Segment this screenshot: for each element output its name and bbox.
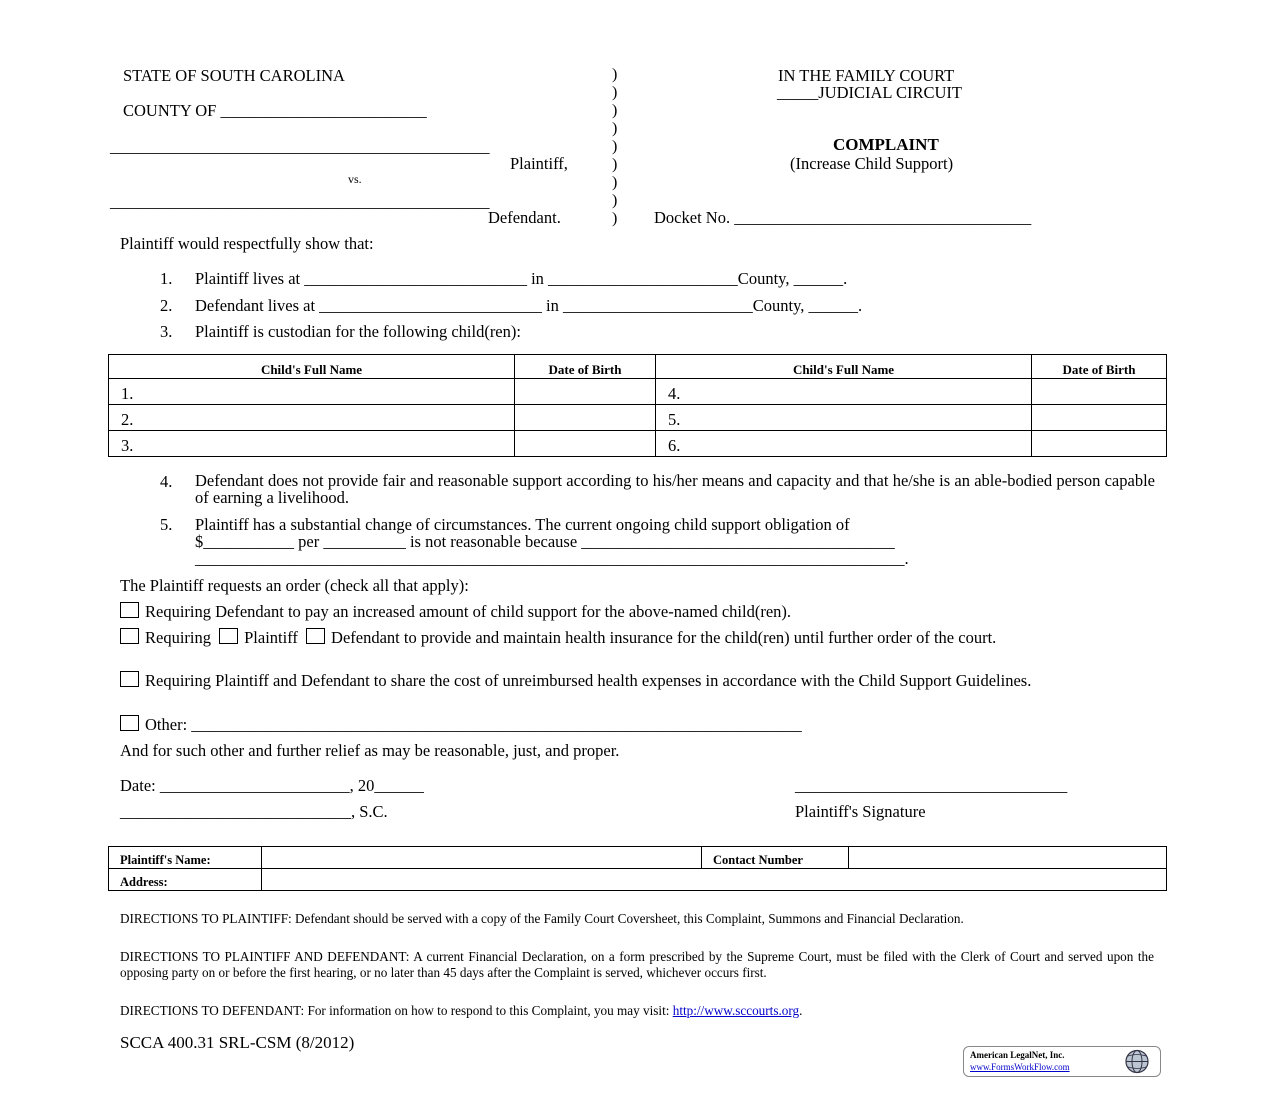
request-checkbox[interactable]: [120, 628, 139, 644]
directions-defendant: [120, 1003, 802, 1019]
court-heading: IN THE FAMILY COURT: [778, 66, 955, 85]
publisher-logo: [963, 1046, 1161, 1077]
child-name-cell[interactable]: 5.: [656, 405, 1032, 431]
column-header: Date of Birth: [1032, 355, 1167, 379]
paren: ): [612, 120, 618, 137]
request-label: Plaintiff: [244, 628, 298, 647]
support-item: Defendant does not provide fair and reasonable support according to his/her means and capacity and that he/she is an able-bodied person capable of earning a livelihood.: [195, 471, 1155, 507]
paren: ): [612, 66, 618, 83]
children-table: [108, 354, 1167, 457]
directions-text: DIRECTIONS TO DEFENDANT: For information on how to respond to this Complaint, you may visit:: [120, 1003, 670, 1018]
child-dob-cell[interactable]: [515, 405, 656, 431]
signature-label: Plaintiff's Signature: [795, 802, 926, 821]
circumstances-item: Plaintiff has a substantial change of circumstances. The current ongoing child support obligation of: [195, 515, 850, 534]
item-number: 3.: [160, 322, 173, 341]
document-title: COMPLAINT: [833, 135, 939, 154]
defendant-address-item[interactable]: Defendant lives at ___________________________ in _______________________County, ______.: [195, 296, 863, 315]
plaintiff-checkbox[interactable]: [219, 628, 238, 644]
item-number: 5.: [160, 515, 173, 534]
child-name-cell[interactable]: 6.: [656, 431, 1032, 457]
name-label: Plaintiff's Name:: [109, 847, 262, 869]
request-health-insurance: [120, 628, 1155, 647]
other-field[interactable]: Other: __________________________________________________________________________: [145, 715, 802, 734]
table-row: [109, 379, 1167, 405]
paren: ): [612, 84, 618, 101]
directions-plaintiff: DIRECTIONS TO PLAINTIFF: Defendant should be served with a copy of the Family Court Coversheet, this Complaint, Summons and Financial Declaration.: [120, 911, 964, 926]
paren: ): [612, 156, 618, 173]
child-dob-cell[interactable]: [515, 431, 656, 457]
closing-statement: And for such other and further relief as may be reasonable, just, and proper.: [120, 741, 620, 760]
plaintiff-name-input[interactable]: [262, 847, 702, 869]
table-row: [109, 869, 1167, 891]
table-row: [109, 847, 1167, 869]
custodian-item: Plaintiff is custodian for the following child(ren):: [195, 322, 521, 341]
paren: ): [612, 192, 618, 209]
plaintiff-info-table: [108, 846, 1167, 891]
child-dob-cell[interactable]: [1032, 405, 1167, 431]
defendant-name-line[interactable]: ______________________________________________: [110, 192, 490, 211]
item-number: 1.: [160, 269, 173, 288]
paren: ): [612, 174, 618, 191]
contact-number-input[interactable]: [849, 847, 1167, 869]
table-header-row: [109, 355, 1167, 379]
intro-text: Plaintiff would respectfully show that:: [120, 234, 374, 253]
plaintiff-name-line[interactable]: ______________________________________________: [110, 137, 490, 156]
defendant-label: Defendant.: [488, 208, 561, 227]
circuit-field[interactable]: _____JUDICIAL CIRCUIT: [777, 83, 963, 102]
sccourts-link[interactable]: http://www.sccourts.org: [672, 1003, 800, 1018]
plaintiff-label: Plaintiff,: [510, 154, 568, 173]
paren: ): [612, 102, 618, 119]
table-row: [109, 431, 1167, 457]
document-subtitle: (Increase Child Support): [790, 154, 954, 173]
table-row: [109, 405, 1167, 431]
column-header: Child's Full Name: [109, 355, 515, 379]
request-checkbox[interactable]: [120, 671, 139, 687]
child-name-cell[interactable]: 4.: [656, 379, 1032, 405]
request-label: Requiring Plaintiff and Defendant to share the cost of unreimbursed health expenses in accordance with the Child Support Guidelines.: [145, 671, 1032, 690]
versus-label: vs.: [348, 172, 362, 186]
request-label: Requiring: [145, 628, 211, 647]
defendant-checkbox[interactable]: [306, 628, 325, 644]
contact-label: Contact Number: [702, 847, 849, 869]
docket-number-field[interactable]: Docket No. ____________________________________: [654, 208, 1032, 227]
request-increase-support: [120, 602, 791, 622]
child-dob-cell[interactable]: [1032, 379, 1167, 405]
address-label: Address:: [109, 869, 262, 891]
obligation-field[interactable]: $___________ per __________ is not reasonable because ______________________________________: [195, 532, 895, 551]
directions-period: .: [799, 1003, 803, 1018]
request-other: [120, 715, 802, 735]
child-name-cell[interactable]: 2.: [109, 405, 515, 431]
county-field[interactable]: COUNTY OF _________________________: [123, 101, 427, 120]
request-checkbox[interactable]: [120, 602, 139, 618]
column-header: Date of Birth: [515, 355, 656, 379]
child-dob-cell[interactable]: [515, 379, 656, 405]
signature-line[interactable]: _________________________________: [795, 776, 1068, 795]
item-number: 4.: [160, 472, 173, 491]
globe-icon: [1122, 1048, 1152, 1075]
request-label: Requiring Defendant to pay an increased amount of child support for the above-named child(ren).: [145, 602, 792, 621]
request-label: Defendant to provide and maintain health insurance for the child(ren) until further order of the court.: [331, 628, 997, 647]
logo-url[interactable]: www.FormsWorkFlow.com: [970, 1062, 1070, 1072]
item-number: 2.: [160, 296, 173, 315]
directions-both: DIRECTIONS TO PLAINTIFF AND DEFENDANT: A current Financial Declaration, on a form prescribed by the Supreme Court, must be filed with the Clerk of Court and served upon the opposing party on or before the first hearing, or no later than 45 days after the Complaint is served, whichever occurs first.: [120, 949, 1154, 980]
form-id: SCCA 400.31 SRL-CSM (8/2012): [120, 1033, 355, 1052]
child-name-cell[interactable]: 1.: [109, 379, 515, 405]
address-input[interactable]: [262, 869, 1167, 891]
column-header: Child's Full Name: [656, 355, 1032, 379]
place-field[interactable]: ____________________________, S.C.: [120, 802, 388, 821]
reason-field[interactable]: ______________________________________________________________________________________.: [195, 549, 909, 568]
paren: ): [612, 138, 618, 155]
plaintiff-address-item[interactable]: Plaintiff lives at ___________________________ in _______________________County, ______.: [195, 269, 848, 288]
date-field[interactable]: Date: _______________________, 20______: [120, 776, 424, 795]
requests-intro: The Plaintiff requests an order (check all that apply):: [120, 576, 469, 595]
paren: ): [612, 210, 618, 227]
child-name-cell[interactable]: 3.: [109, 431, 515, 457]
request-checkbox[interactable]: [120, 715, 139, 731]
child-dob-cell[interactable]: [1032, 431, 1167, 457]
logo-name: American LegalNet, Inc.: [970, 1050, 1065, 1060]
state-heading: STATE OF SOUTH CAROLINA: [123, 66, 345, 85]
request-unreimbursed-expenses: [120, 671, 1155, 690]
